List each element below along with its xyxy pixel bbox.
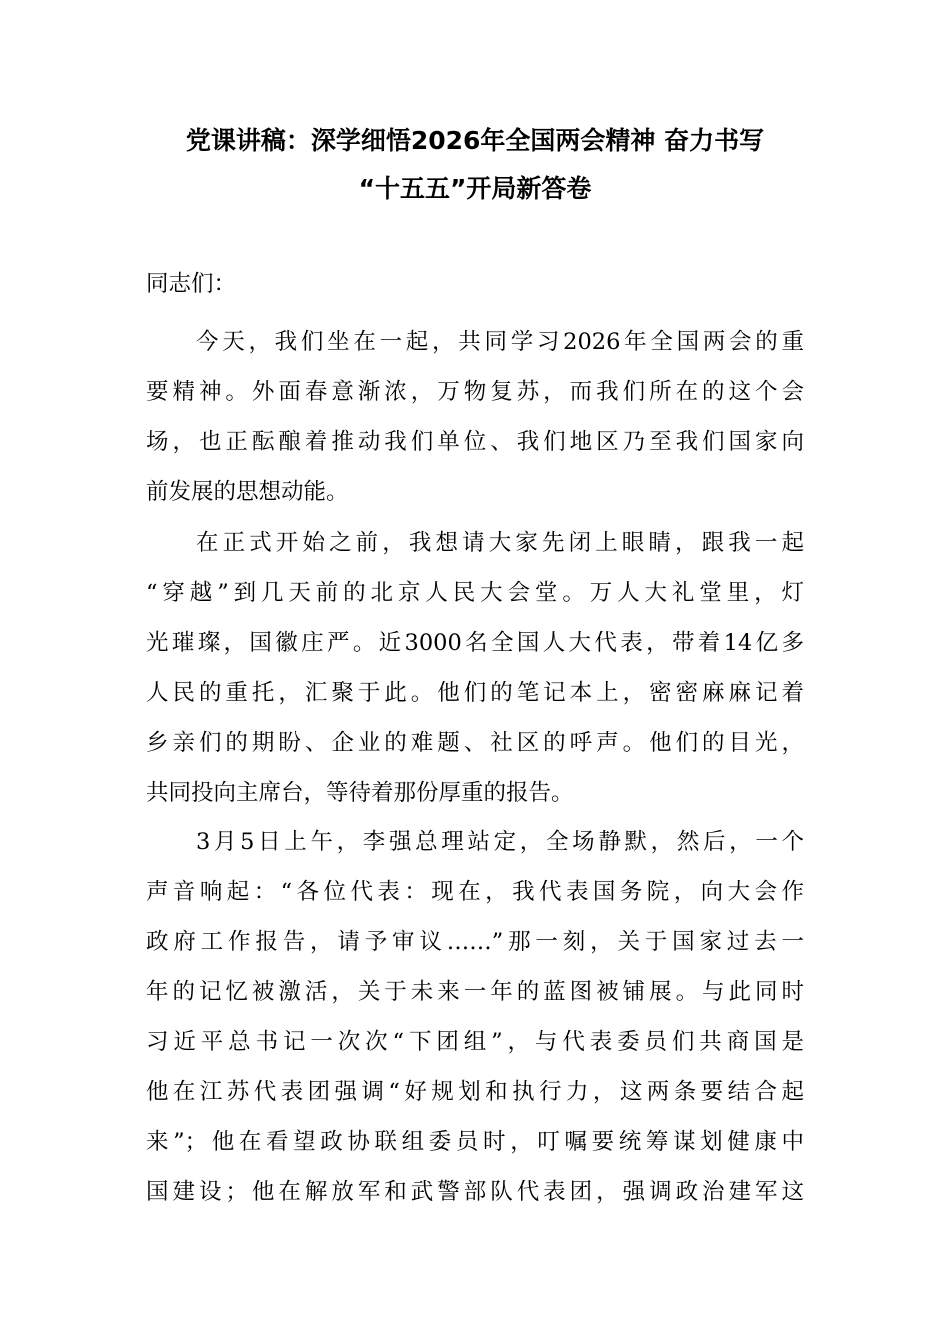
body-line: 要精神。外面春意渐浓，万物复苏，而我们所在的这个会 xyxy=(146,379,804,405)
body-line: 乡亲们的期盼、企业的难题、社区的呼声。他们的目光， xyxy=(146,730,804,756)
body-line: 共同投向主席台，等待着那份厚重的报告。 xyxy=(146,780,574,806)
body-line: “穿越”到几天前的北京人民大会堂。万人大礼堂里，灯 xyxy=(146,580,804,606)
body-line: 人民的重托，汇聚于此。他们的笔记本上，密密麻麻记着 xyxy=(146,680,804,706)
body-line: 今天，我们坐在一起，共同学习2026年全国两会的重 xyxy=(196,329,804,355)
salutation: 同志们： xyxy=(146,271,237,297)
body-line: 国建设；他在解放军和武警部队代表团，强调政治建军这 xyxy=(146,1179,804,1205)
body-line: 年的记忆被激活，关于未来一年的蓝图被铺展。与此同时 xyxy=(146,979,804,1005)
body-line: 政府工作报告，请予审议……”那一刻，关于国家过去一 xyxy=(146,929,804,955)
body-line: 光璀璨，国徽庄严。近3000名全国人大代表，带着14亿多 xyxy=(146,630,804,656)
body-line: 声音响起：“各位代表：现在，我代表国务院，向大会作 xyxy=(146,879,804,905)
document-title-line-1: 党课讲稿：深学细悟2026年全国两会精神 奋力书写 xyxy=(185,126,765,155)
body-line: 场，也正酝酿着推动我们单位、我们地区乃至我们国家向 xyxy=(146,429,804,455)
document-title-line-2: “十五五”开局新答卷 xyxy=(358,174,592,203)
body-line: 他在江苏代表团强调“好规划和执行力，这两条要结合起 xyxy=(146,1079,804,1105)
body-line: 在正式开始之前，我想请大家先闭上眼睛，跟我一起 xyxy=(196,530,804,556)
body-line: 来”；他在看望政协联组委员时，叮嘱要统筹谋划健康中 xyxy=(146,1129,804,1155)
body-line: 3月5日上午，李强总理站定，全场静默，然后，一个 xyxy=(196,829,804,855)
body-line: 习近平总书记一次次“下团组”，与代表委员们共商国是 xyxy=(146,1029,804,1055)
body-line: 前发展的思想动能。 xyxy=(146,479,349,505)
